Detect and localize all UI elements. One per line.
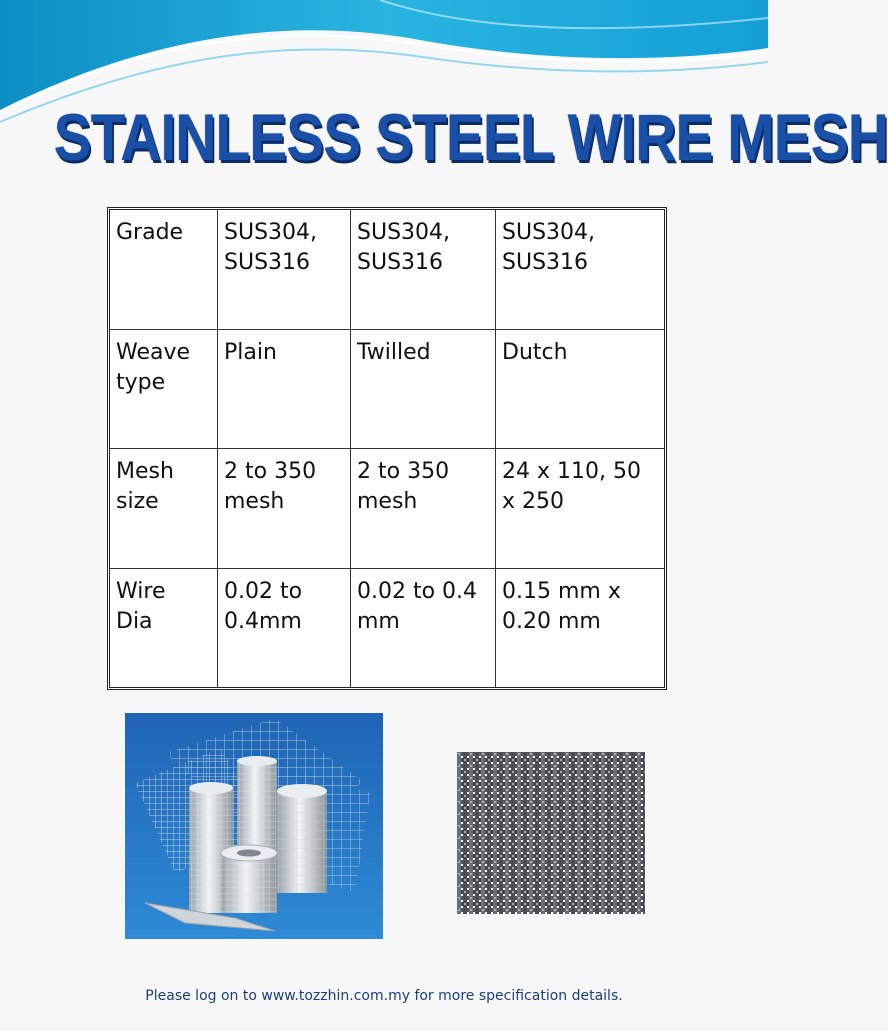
wire-mesh-rolls-photo — [125, 713, 383, 939]
spec-cell: 24 x 110, 50 x 250 — [496, 449, 664, 569]
spec-row-label: Grade — [110, 210, 218, 330]
spec-cell: SUS304, SUS316 — [496, 210, 664, 330]
spec-row — [110, 449, 664, 569]
woven-mesh-closeup-photo — [457, 752, 645, 914]
spec-cell: Dutch — [496, 330, 664, 450]
spec-row-label: Mesh size — [110, 449, 218, 569]
spec-cell: 0.15 mm x 0.20 mm — [502, 578, 621, 634]
spec-row — [110, 569, 664, 687]
spec-cell: Plain — [218, 330, 351, 450]
page-title: STAINLESS STEEL WIRE MESH — [53, 100, 888, 174]
spec-row — [110, 330, 664, 450]
spec-cell: SUS304, SUS316 — [218, 210, 351, 330]
spec-row-label: Wire Dia — [110, 569, 218, 687]
footer-note: Please log on to www.tozzhin.com.my for more specification details. — [145, 988, 623, 1004]
spec-row — [110, 210, 664, 330]
spec-cell: 0.02 to 0.4 mm — [351, 569, 496, 687]
spec-table — [107, 207, 667, 690]
spec-cell: 2 to 350 mesh — [218, 449, 351, 569]
spec-cell: SUS304, SUS316 — [351, 210, 496, 330]
spec-cell: 2 to 350 mesh — [351, 449, 496, 569]
spec-row-label: Weave type — [110, 330, 218, 450]
spec-cell: 0.02 to 0.4mm — [218, 569, 351, 687]
spec-cell: Twilled — [351, 330, 496, 450]
